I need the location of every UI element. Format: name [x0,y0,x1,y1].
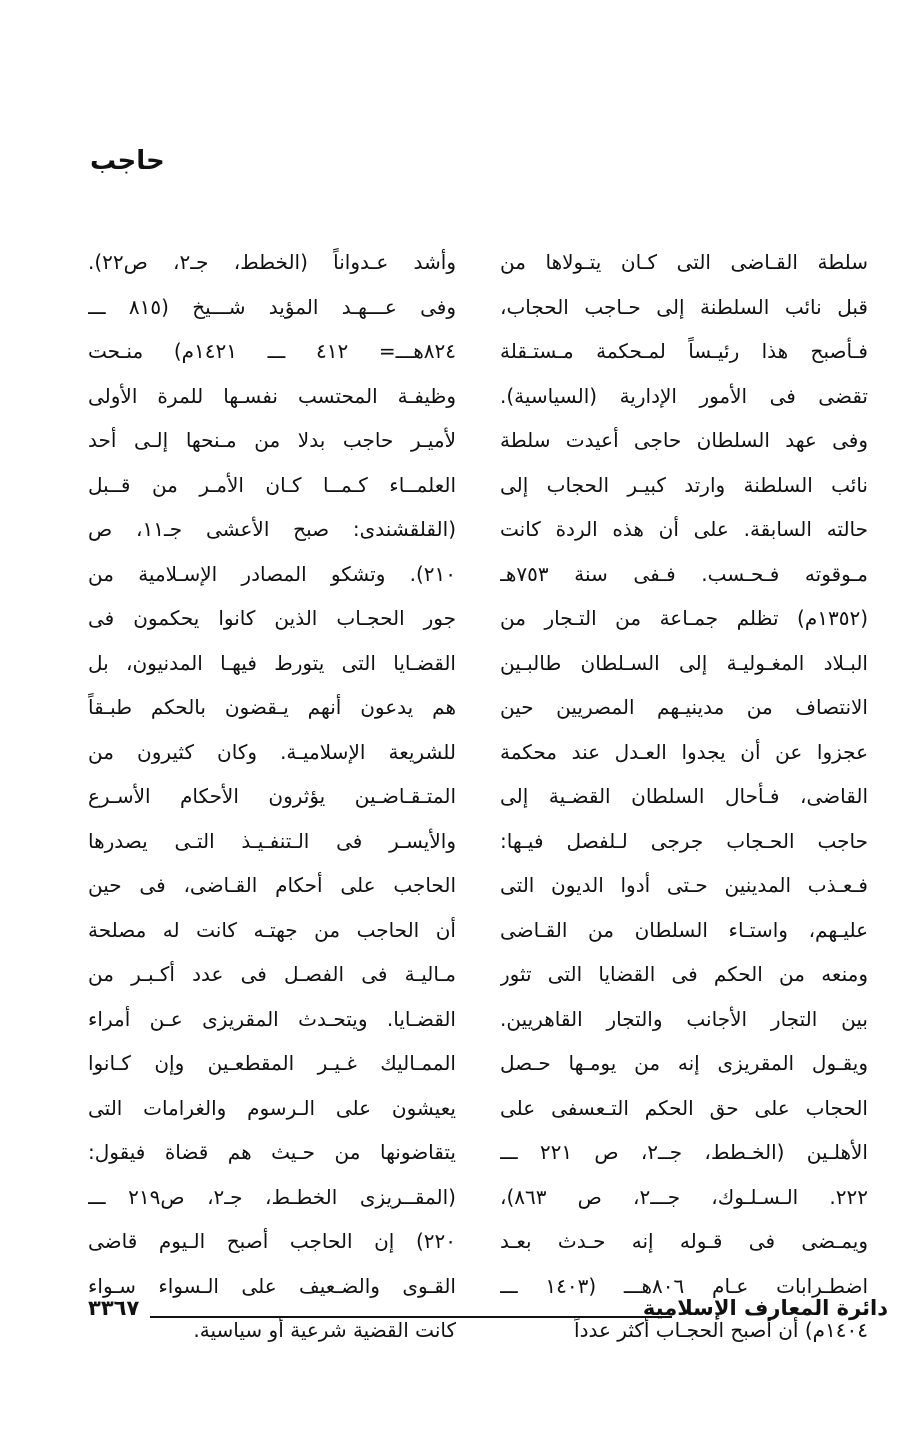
text-line: أن الحاجب من جهتـه كانت له مصلحة [88,917,456,942]
text-line: القاضى، فـأحال السلطان القضـية إلى [500,784,868,808]
text-line: (القلقشندى: صبح الأعشى جـ١١، ص [88,517,456,541]
text-line: (١٣٥٢م) تظلم جمـاعة من التـجار من [500,606,868,630]
text-line: ٢٢٠) إن الحاجب أصبح الـيوم قاضى [88,1229,456,1253]
text-line: عجزوا عن أن يجدوا العـدل عند محكمة [500,739,868,764]
text-line: يعيشون على الـرسوم والغرامات التى [88,1095,456,1120]
text-line: كانت القضية شرعية أو سياسية. [193,1318,456,1342]
text-line: الحجاب على حق الحكم التـعسفى على [500,1095,868,1120]
text-line: بين التجار الأجانب والتجار القاهريين. [500,1006,868,1031]
text-line: ٨٢٤هـــ= ٤١٢ ـــ ١٤٢١م) منـحت [88,339,456,363]
footer-rule [150,1316,672,1318]
left-text-column [88,240,456,1353]
text-line: الأهلـين (الخـطط، جــ٢، ص ٢٢١ ـــ [500,1140,868,1164]
text-line: ومنعه من الحكم فى القضايا التى تثور [500,962,868,986]
text-line: القضـايا. ويتحـدث المقريزى عـن أمراء [88,1006,456,1031]
text-line: وفى عـــهـد المؤيد شـــيخ (٨١٥ ـــ [88,294,456,319]
text-line: وفى عهد السلطان حاجى أعيدت سلطة [500,428,868,452]
text-line: لأميـر حاجب بدلا من مـنحها إلـى أحد [88,428,456,452]
text-line: فـعـذب المدينين حـتى أدوا الديون التى [500,873,868,897]
text-line: يتقاضونها من حـيث هم قضاة فيقول: [88,1140,456,1164]
text-line: تقضى فى الأمور الإدارية (السياسية). [500,383,868,408]
text-line: القضـايا التى يتورط فيهـا المدنيون، بل [88,650,456,675]
running-head-title: حاجب [90,146,165,176]
text-line: جور الحجـاب الذين كانوا يحكمون فى [88,606,456,630]
text-line: والأيسـر فى الـتنفـيـذ التـى يصدرها [88,828,456,853]
text-line: (المقــريزى الخطـط، جـ٢، ص٢١٩ ـــ [88,1184,456,1209]
footer-publication-title: دائرة المعارف الإسلامية [642,1296,888,1320]
page-footer [88,1296,888,1326]
right-text-column [500,240,868,1353]
text-line: الممـاليك غـيـر المقطعـين وإن كـانوا [88,1051,456,1075]
text-line: عليـهم، واستـاء السلطان من القـاضى [500,917,868,942]
text-line: حالته السابقة. على أن هذه الردة كانت [500,517,868,541]
text-line: المتـقـاضـين يؤثرون الأحكام الأسـرع [88,784,456,808]
text-line: مـاليـة فى الفصـل فى عدد أكـبـر من [88,962,456,986]
footer-page-number: ٣٣٦٧ [88,1296,140,1320]
text-line: اضطـرابات عـام ٨٠٦هـــ (١٤٠٣ ـــ [500,1273,868,1298]
text-line: العلمــاء كـمــا كـان الأمـر من قــبل [88,472,456,497]
text-line: ١٤٠٤م) أن أصبح الحجـاب أكثر عدداً [574,1318,868,1342]
text-line: الانتصاف من مدينيـهم المصريين حين [500,695,868,719]
text-line: سلطة القـاضى التى كـان يتـولاها من [500,250,868,274]
text-line: ويمـضى فى قـوله إنه حـدث بعـد [500,1229,868,1253]
text-line: مـوقوته فـحـسب. فـفى سنة ٧٥٣هـ [500,561,868,586]
text-line: الحاجب على أحكام القـاضى، فى حين [88,873,456,897]
text-line: هم يدعون أنهم يـقضون بالحكم طبـقاً [88,695,456,719]
text-line: ٢١٠). وتشكو المصادر الإسـلامية من [88,561,456,586]
text-line: فـأصبح هذا رئيـساً لمـحكمة مـستـقلة [500,339,868,363]
text-line: للشريعة الإسلاميـة. وكان كثيرون من [88,739,456,764]
text-line: القـوى والضـعيف على الـسواء سـواء [88,1273,456,1298]
text-line: قبل نائب السلطنة إلى حـاجب الحجاب، [500,294,868,319]
text-line: البـلاد المغـوليـة إلى السـلطان طالبـين [500,650,868,675]
text-line: ٢٢٢. الـسـلـوك، جـــ٢، ص ٨٦٣)، [500,1184,868,1209]
text-line: حاجب الحـجاب جرجى لـلفصل فيـها: [500,828,868,853]
text-line: ويقـول المقريزى إنه من يومـها حـصل [500,1051,868,1075]
text-line: وظيفـة المحتسب نفسـها للمرة الأولى [88,383,456,408]
text-line: نائب السلطنة وارتد كبيـر الحجاب إلى [500,472,868,497]
text-line: وأشد عـدواناً (الخطط، جـ٢، ص٢٢). [88,250,456,274]
